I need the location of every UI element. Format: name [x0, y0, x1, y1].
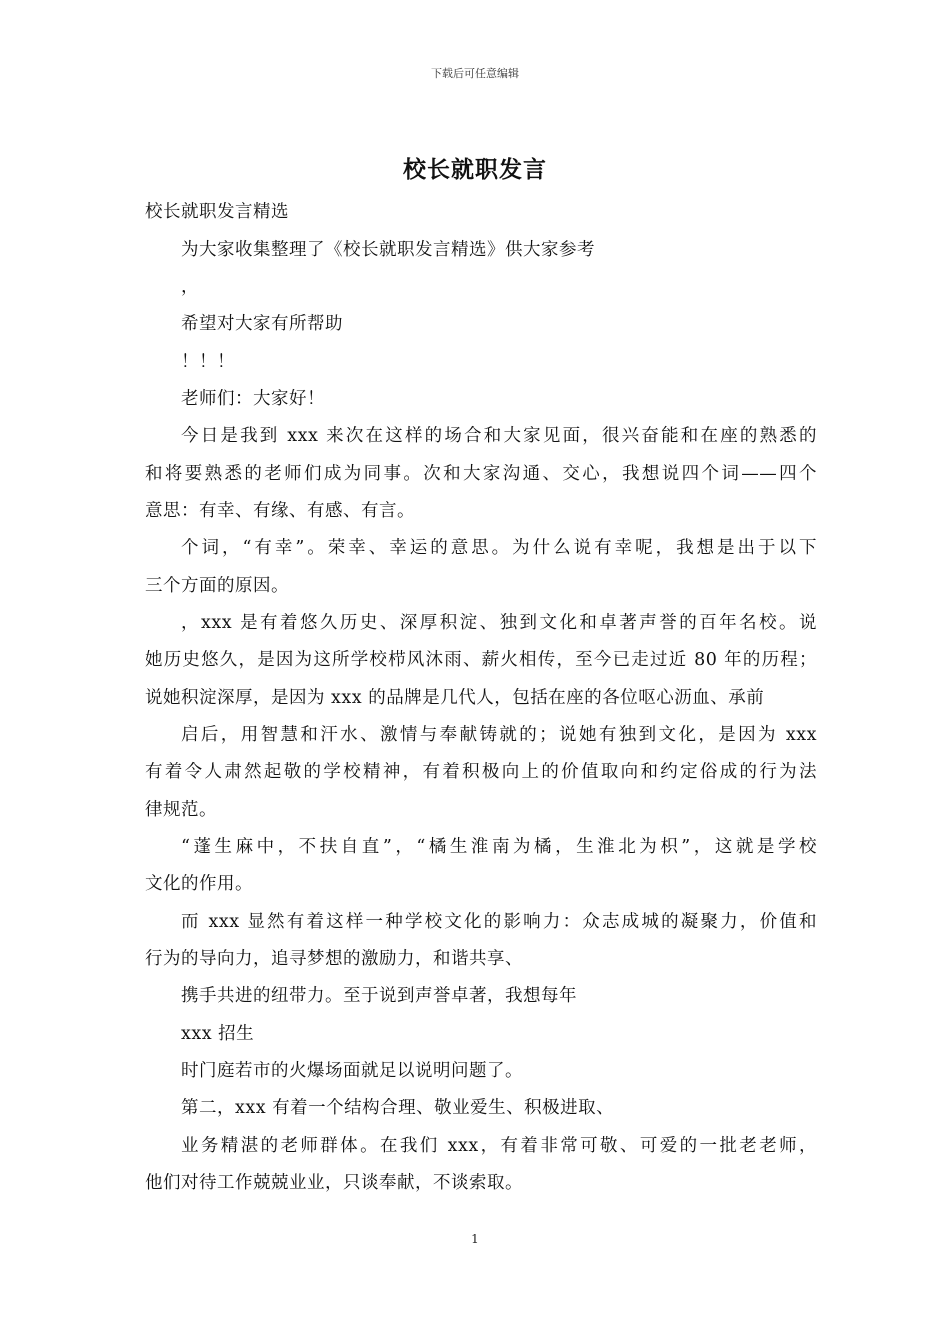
paragraph-line: 说她积淀深厚，是因为 xxx 的品牌是几代人，包括在座的各位呕心沥血、承前	[145, 688, 765, 708]
paragraph-line: 希望对大家有所帮助	[181, 314, 343, 334]
paragraph-line: xxx 招生	[181, 1024, 255, 1044]
paragraph-line: 和将要熟悉的老师们成为同事。次和大家沟通、交心，我想说四个词——四个	[145, 464, 817, 484]
paragraph-line: ！！！	[181, 352, 235, 372]
document-title: 校长就职发言	[403, 156, 547, 183]
paragraph-line: 律规范。	[145, 800, 217, 820]
page-number: 1	[471, 1232, 479, 1246]
paragraph-line: 有着令人肃然起敬的学校精神，有着积极向上的价值取向和约定俗成的行为法	[145, 762, 817, 782]
paragraph-line: 校长就职发言精选	[145, 202, 289, 222]
paragraph-line: 第二，xxx 有着一个结构合理、敬业爱生、积极进取、	[181, 1098, 615, 1118]
paragraph-line: 携手共进的纽带力。至于说到声誉卓著，我想每年	[181, 986, 577, 1006]
paragraph-line: 启后，用智慧和汗水、激情与奉献铸就的；说她有独到文化，是因为 xxx	[181, 725, 817, 745]
paragraph-line: ，xxx 是有着悠久历史、深厚积淀、独到文化和卓著声誉的百年名校。说	[181, 613, 817, 633]
paragraph-line: 今日是我到 xxx 来次在这样的场合和大家见面，很兴奋能和在座的熟悉的	[181, 426, 817, 446]
paragraph-line: 文化的作用。	[145, 874, 253, 894]
paragraph-line: 业务精湛的老师群体。在我们 xxx，有着非常可敬、可爱的一批老老师，	[181, 1136, 817, 1156]
paragraph-line: 为大家收集整理了《校长就职发言精选》供大家参考	[181, 240, 595, 260]
paragraph-line: 老师们：大家好！	[181, 389, 325, 409]
paragraph-line: 他们对待工作兢兢业业，只谈奉献，不谈索取。	[145, 1173, 523, 1193]
paragraph-line: 而 xxx 显然有着这样一种学校文化的影响力：众志成城的凝聚力，价值和	[181, 912, 817, 932]
paragraph-line: 个词，“有幸”。荣幸、幸运的意思。为什么说有幸呢，我想是出于以下	[181, 538, 817, 558]
paragraph-line: 时门庭若市的火爆场面就足以说明问题了。	[181, 1061, 523, 1081]
paragraph-line: 行为的导向力，追寻梦想的激励力，和谐共享、	[145, 949, 523, 969]
paragraph-line: 意思：有幸、有缘、有感、有言。	[145, 501, 415, 521]
paragraph-line: ，	[181, 277, 199, 297]
page-header: 下载后可任意编辑	[431, 67, 519, 80]
paragraph-line: “蓬生麻中，不扶自直”，“橘生淮南为橘，生淮北为枳”，这就是学校	[181, 837, 817, 857]
paragraph-line: 三个方面的原因。	[145, 576, 289, 596]
paragraph-line: 她历史悠久，是因为这所学校栉风沐雨、薪火相传，至今已走过近 80 年的历程；	[145, 650, 817, 670]
